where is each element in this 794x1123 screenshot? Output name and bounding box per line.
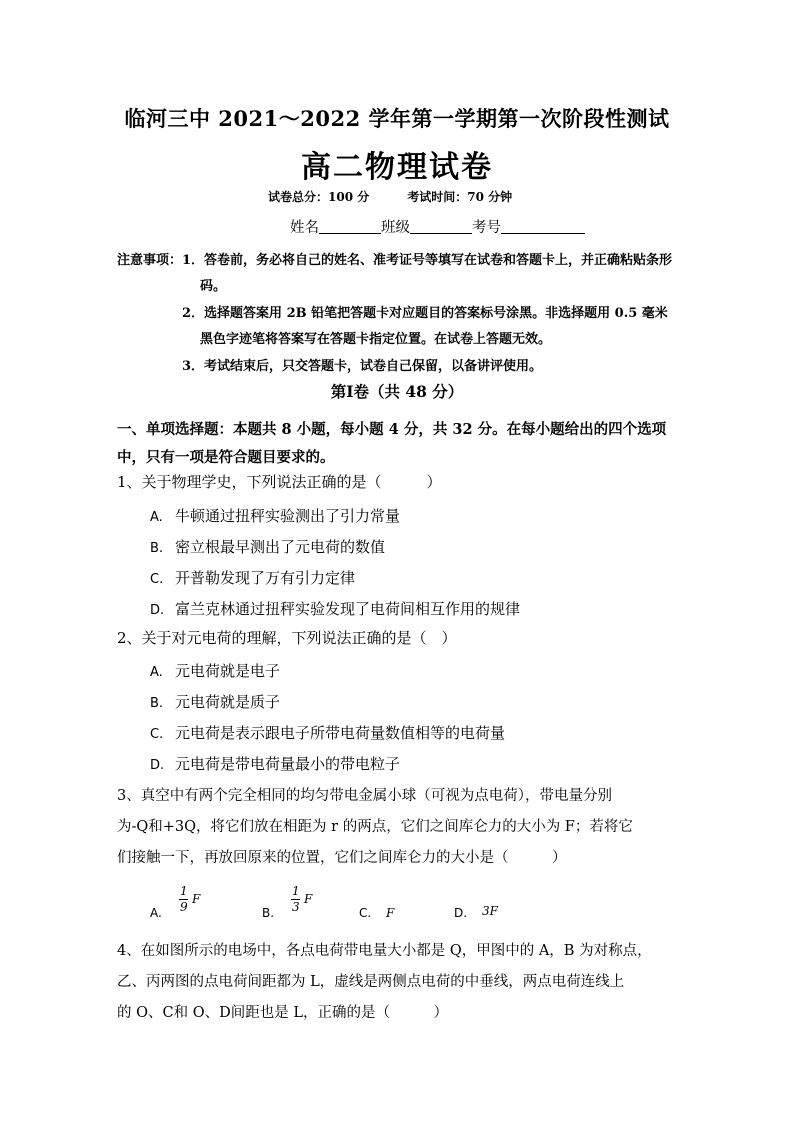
- q1-option-d[interactable]: D. 富兰克林通过扭秤实验发现了电荷间相互作用的规律: [150, 600, 521, 618]
- part1-heading: 一、单项选择题：本题共 8 小题，每小题 4 分，共 32 分。在每小题给出的四个选项中，只有一项是符合题目要求的。: [117, 421, 667, 466]
- q3-choices: A. 1 9 F B. 1 3 F C. F D. 3F: [150, 884, 498, 920]
- q2-option-c[interactable]: C. 元电荷是表示跟电子所带电荷量数值相等的电荷量: [150, 724, 506, 742]
- q4-line: 乙、丙两图的点电荷间距都为 L，虚线是两侧点电荷的中垂线，两点电荷连线上: [117, 974, 625, 990]
- q3-line: 们接触一下，再放回原来的位置，它们之间库仑力的大小是（ ）: [117, 850, 567, 866]
- q1-option-b[interactable]: B. 密立根最早测出了元电荷的数值: [150, 538, 386, 556]
- total-score: 试卷总分：100 分: [268, 190, 370, 204]
- q3-line: 3、真空中有两个完全相同的均匀带电金属小球（可视为点电荷），带电量分别: [117, 788, 612, 804]
- number-blank[interactable]: [501, 219, 585, 234]
- note-item: 1．答卷前，务必将自己的姓名、准考证号等填写在试卷和答题卡上，并正确粘贴条形码。: [182, 253, 673, 294]
- exam-notes: [117, 248, 677, 380]
- q1-option-a[interactable]: A. 牛顿通过扭秤实验测出了引力常量: [150, 507, 401, 525]
- number-label: 考号: [472, 220, 501, 236]
- q4-line: 的 O、C和 O、D间距也是 L，正确的是（ ）: [117, 1005, 448, 1021]
- q2-stem: 2、关于对元电荷的理解，下列说法正确的是（ ）: [117, 629, 457, 647]
- notes-label: 注意事项：: [117, 253, 183, 268]
- student-info-line: [290, 216, 585, 237]
- class-blank[interactable]: [410, 219, 472, 234]
- note-item: 3．考试结束后，只交答题卡，试卷自己保留，以备讲评使用。: [182, 359, 543, 374]
- q2-option-a[interactable]: A. 元电荷就是电子: [150, 662, 281, 680]
- section-title: 第Ⅰ卷（共 48 分）: [330, 382, 464, 401]
- q3-line: 为-Q和+3Q，将它们放在相距为 r 的两点，它们之间库仑力的大小为 F；若将它: [117, 819, 633, 835]
- note-item: 2．选择题答案用 2B 铅笔把答题卡对应题目的答案标号涂黑。非选择题用 0.5 毫米黑色字迹笔将答案写在答题卡指定位置。在试卷上答题无效。: [182, 306, 668, 347]
- q2-option-d[interactable]: D. 元电荷是带电荷量最小的带电粒子: [150, 755, 401, 773]
- school-title: 临河三中 2021～2022 学年第一学期第一次阶段性测试: [124, 106, 670, 131]
- name-blank[interactable]: [319, 219, 381, 234]
- name-label: 姓名: [290, 220, 319, 236]
- q1-stem: 1、关于物理学史，下列说法正确的是（ ）: [117, 473, 442, 491]
- q1-option-c[interactable]: C. 开普勒发现了万有引力定律: [150, 569, 356, 587]
- paper-title: 高二物理试卷: [301, 150, 493, 185]
- exam-meta: [268, 188, 512, 205]
- q2-option-b[interactable]: B. 元电荷就是质子: [150, 693, 281, 711]
- q4-line: 4、在如图所示的电场中，各点电荷带电量大小都是 Q，甲图中的 A，B 为对称点，: [117, 943, 652, 959]
- exam-time: 考试时间：70 分钟: [407, 190, 513, 204]
- class-label: 班级: [381, 220, 410, 236]
